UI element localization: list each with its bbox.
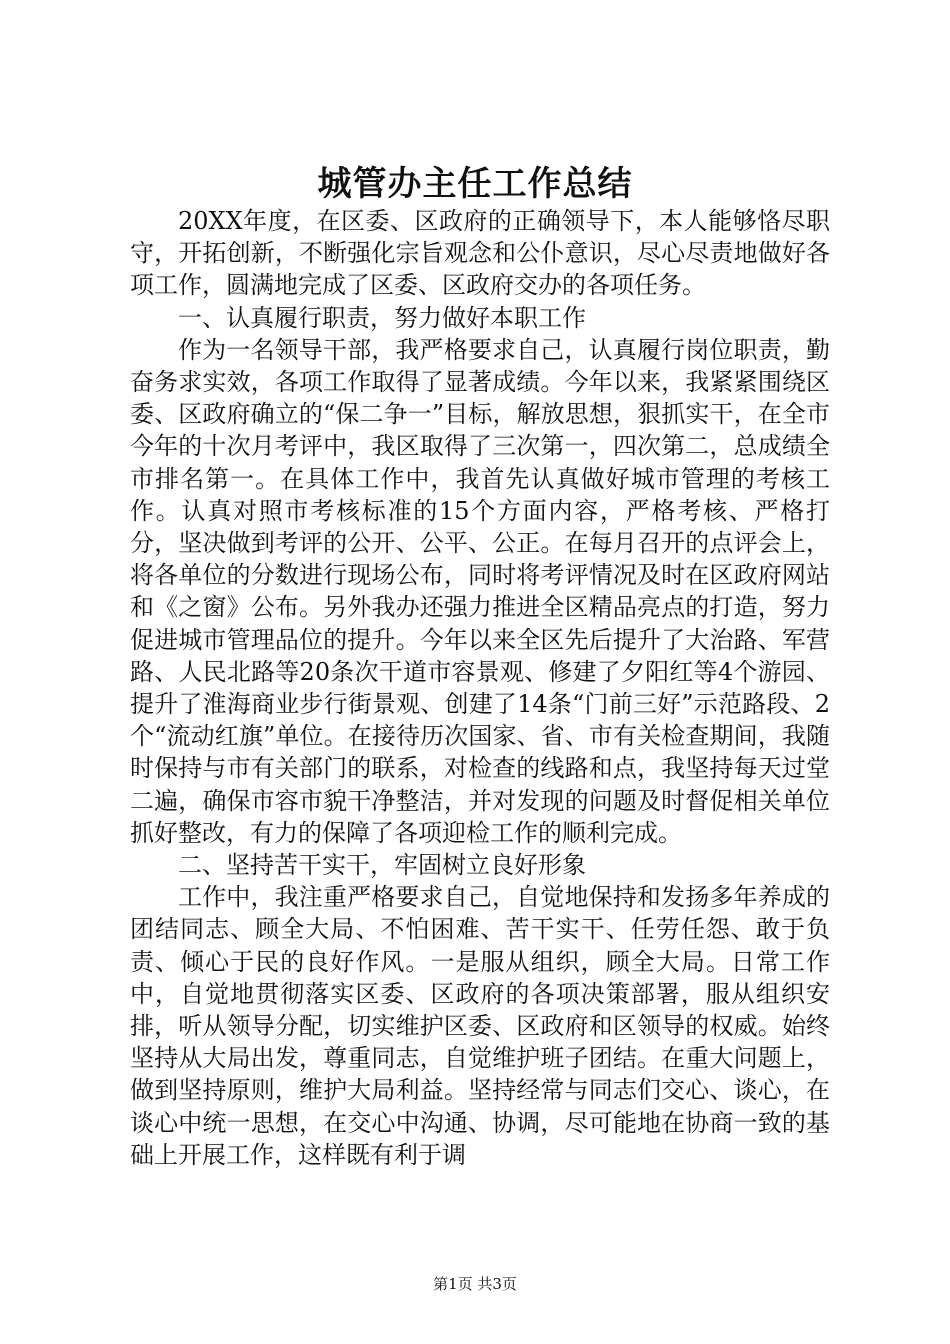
page-indicator: 第1页 共3页 xyxy=(433,1275,517,1293)
page-footer xyxy=(0,1274,950,1294)
intro-paragraph: 20XX年度，在区委、区政府的正确领导下，本人能够恪尽职守，开拓创新，不断强化宗旨观念和公仆意识，尽心尽责地做好各项工作，圆满地完成了区委、区政府交办的各项任务。 xyxy=(130,207,830,300)
section-1-paragraph: 作为一名领导干部，我严格要求自己，认真履行岗位职责，勤奋务求实效，各项工作取得了显著成绩。今年以来，我紧紧围绕区委、区政府确立的“保二争一”目标，解放思想，狠抓实干，在全市今年的十次月考评中，我区取得了三次第一，四次第二，总成绩全市排名第一。在具体工作中，我首先认真做好城市管理的考核工作。认真对照市考核标准的15个方面内容，严格考核、严格打分，坚决做到考评的公开、公平、公正。在每月召开的点评会上，将各单位的分数进行现场公布，同时将考评情况及时在区政府网站和《之窗》公布。另外我办还强力推进全区精品亮点的打造，努力促进城市管理品位的提升。今年以来全区先后提升了大治路、军营路、人民北路等20条次干道市容景观、修建了夕阳红等4个游园、提升了淮海商业步行街景观、创建了14条“门前三好”示范路段、2个“流动红旗”单位。在接待历次国家、省、市有关检查期间，我随时保持与市有关部门的联系，对检查的线路和点，我坚持每天过堂二遍，确保市容市貌干净整洁，并对发现的问题及时督促相关单位抓好整改，有力的保障了各项迎检工作的顺利完成。 xyxy=(130,335,830,847)
document-body xyxy=(130,205,830,1171)
section-2-paragraph: 工作中，我注重严格要求自己，自觉地保持和发扬多年养成的团结同志、顾全大局、不怕困难、苦干实干、任劳任怨、敢于负责、倾心于民的良好作风。一是服从组织，顾全大局。日常工作中，自觉地贯彻落实区委、区政府的各项决策部署，服从组织安排，听从领导分配，切实维护区委、区政府和区领导的权威。始终坚持从大局出发，尊重同志，自觉维护班子团结。在重大问题上，做到坚持原则，维护大局利益。坚持经常与同志们交心、谈心，在谈心中统一思想，在交心中沟通、协调，尽可能地在协商一致的基础上开展工作，这样既有利于调 xyxy=(130,883,830,1169)
section-heading-2: 二、坚持苦干实干，牢固树立良好形象 xyxy=(178,851,586,880)
section-heading-1: 一、认真履行职责，努力做好本职工作 xyxy=(178,303,586,332)
document-title: 城管办主任工作总结 xyxy=(317,164,633,204)
